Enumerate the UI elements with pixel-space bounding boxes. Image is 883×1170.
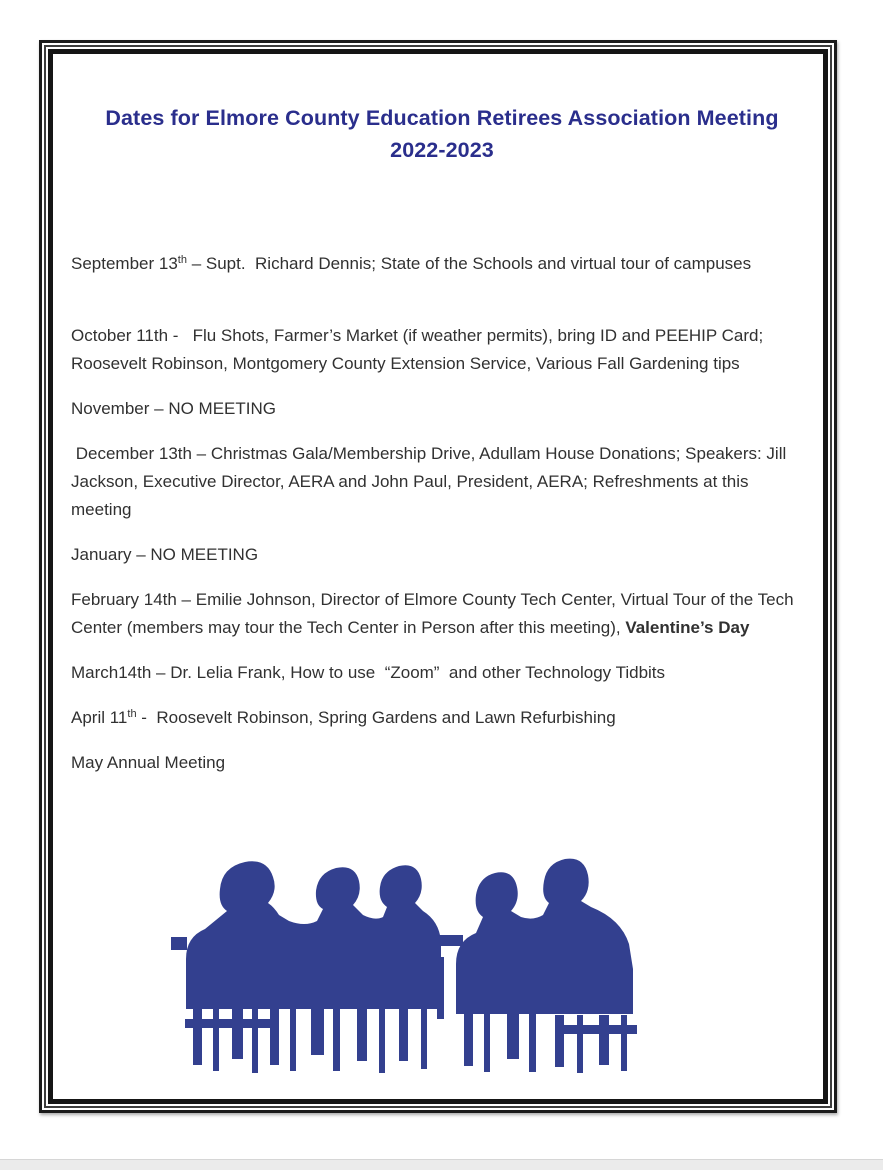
schedule-entry: December 13th – Christmas Gala/Membership Drive, Adullam House Donations; Speakers: Jill Jackson, Executive Director, AERA and John Paul, President, AERA; Refreshments at this meeting	[71, 444, 791, 519]
page-title-line2: 2022-2023	[390, 138, 494, 162]
schedule-entry: October 11th - Flu Shots, Farmer’s Market (if weather permits), bring ID and PEEHIP Card; Roosevelt Robinson, Montgomery County Extension Service, Various Fall Gardening tips	[71, 326, 768, 373]
bottom-ui-strip	[0, 1159, 883, 1170]
schedule-entry: November – NO MEETING	[71, 399, 276, 418]
schedule-entry: February 14th – Emilie Johnson, Director of Elmore County Tech Center, Virtual Tour of the Tech Center (members may tour the Tech Center in Person after this meeting), Valentine’s Day	[71, 590, 799, 637]
schedule-entry: April 11th - Roosevelt Robinson, Spring Gardens and Lawn Refurbishing	[71, 708, 616, 727]
document-frame-middle-line	[44, 45, 832, 1108]
meeting-schedule	[71, 250, 813, 777]
schedule-entry: March14th – Dr. Lelia Frank, How to use “Zoom” and other Technology Tidbits	[71, 663, 666, 682]
schedule-entry: January – NO MEETING	[71, 545, 259, 564]
schedule-entry: May Annual Meeting	[71, 753, 226, 772]
page-title	[81, 102, 803, 166]
document-frame	[39, 40, 837, 1113]
document-page	[48, 49, 828, 1104]
page-title-line1: Dates for Elmore County Education Retirees Association Meeting	[105, 106, 779, 130]
people-at-table-clipart-icon	[171, 849, 651, 1089]
schedule-entry: September 13th – Supt. Richard Dennis; State of the Schools and virtual tour of campuses	[71, 254, 752, 273]
meeting-people-silhouette	[171, 849, 651, 1089]
